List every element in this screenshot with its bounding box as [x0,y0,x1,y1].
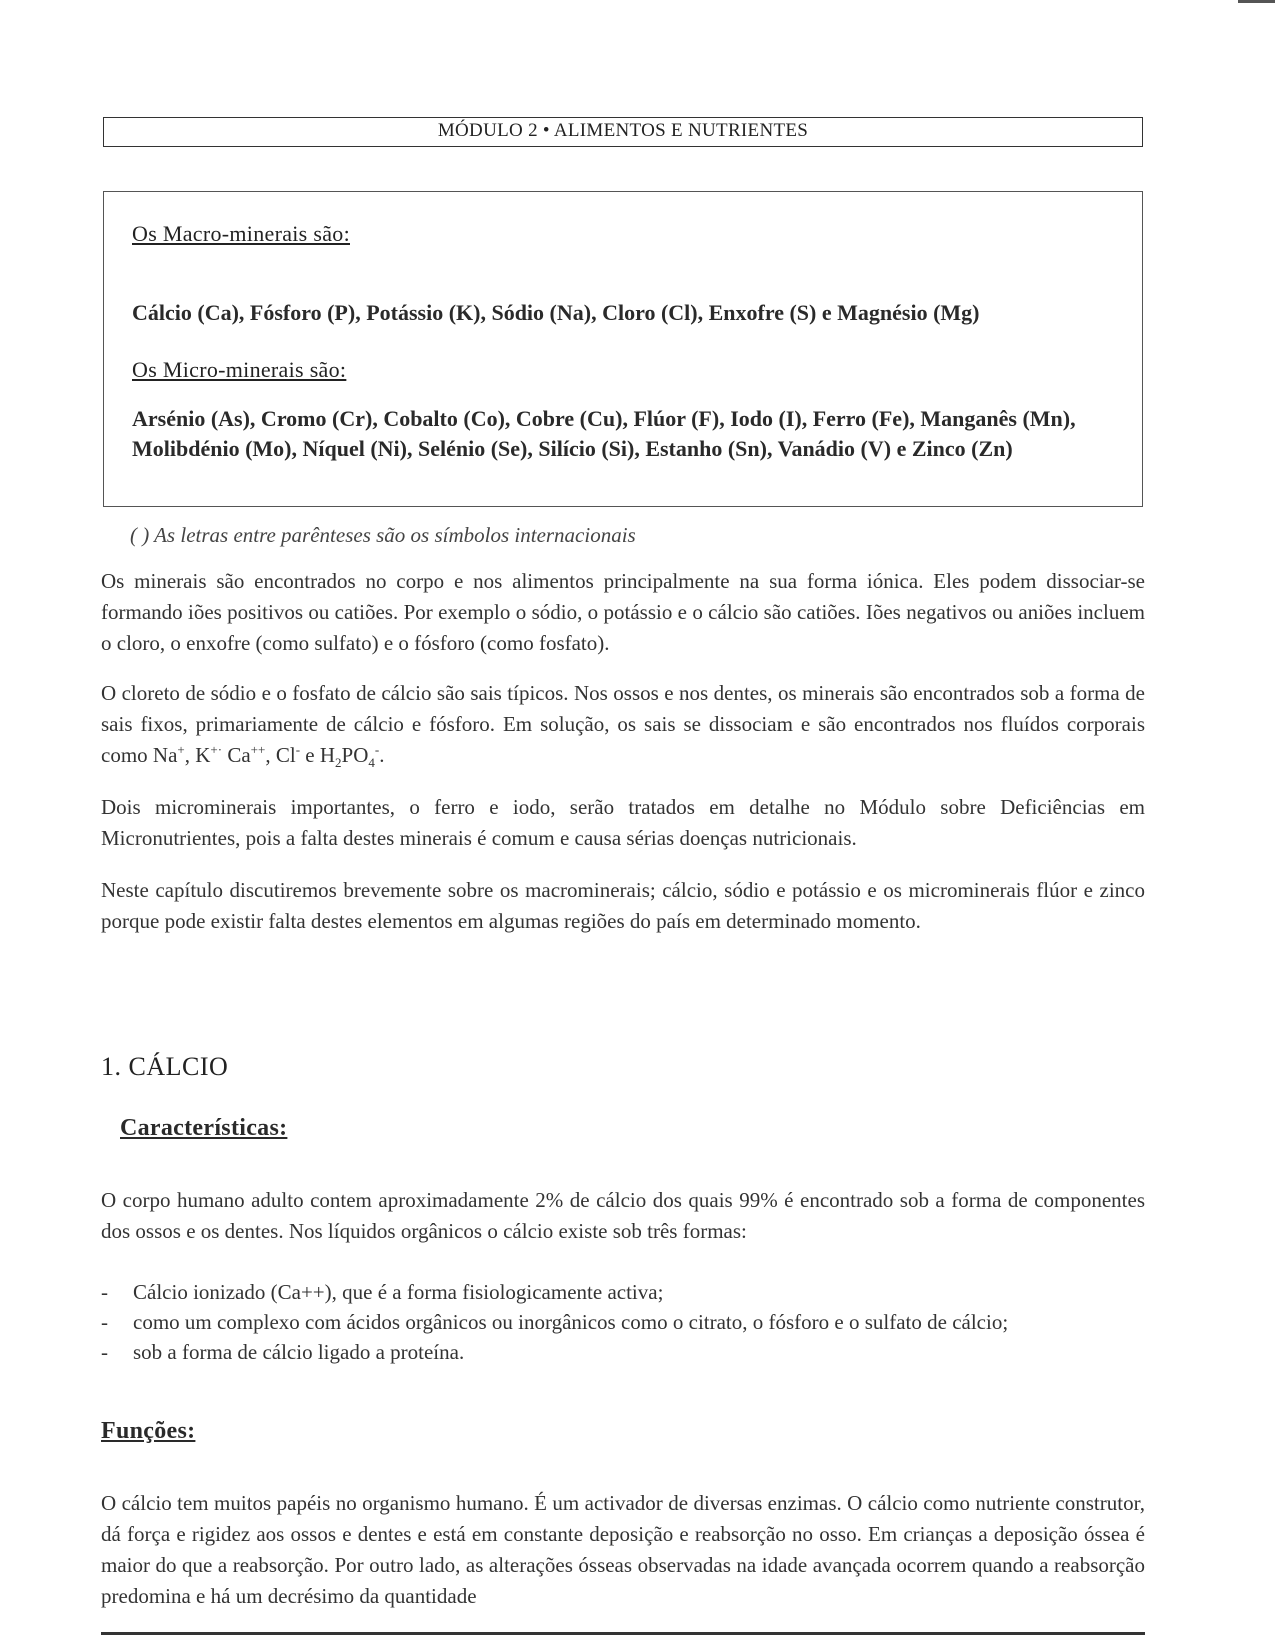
ion-po-subscript: 4 [368,755,375,771]
list-item: - sob a forma de cálcio ligado a proteína. [101,1337,1141,1367]
ion-po-charge: - [374,742,380,757]
module-header [103,117,1143,147]
module-title: MÓDULO 2 • ALIMENTOS E NUTRIENTES [437,120,809,141]
ion-po: PO [341,743,369,767]
calcium-forms-list [101,1277,1141,1367]
ion-cl: Cl [275,743,296,767]
ion-h-subscript: 2 [335,755,342,771]
micro-minerals-heading: Os Micro-minerais são: [132,357,347,382]
characteristics-heading: Características: [120,1115,288,1141]
symbols-note: ( ) As letras entre parênteses são os símbolos internacionais [130,523,636,547]
ion-na: Na [152,743,178,767]
ion-h: H [319,743,336,767]
minerals-box [103,191,1143,507]
paragraph-characteristics: O corpo humano adulto contem aproximadamente 2% de cálcio dos quais 99% é encontrado sob a forma de componentes dos ossos e os dentes. Nos líquidos orgânicos o cálcio existe sob três formas: [101,1188,1145,1243]
paragraph-microminerals: Dois microminerais importantes, o ferro e iodo, serão tratados em detalhe no Módulo sobre Deficiências em Micronutrientes, pois a falta destes minerais é comum e causa sérias doenças nutricionais. [101,795,1145,850]
paragraph-chapter-scope: Neste capítulo discutiremos brevemente sobre os macrominerais; cálcio, sódio e potássio e os microminerais flúor e zinco porque pode existir falta destes elementos em algumas regiões do país em determinado momento. [101,878,1145,933]
ion-na-charge: + [177,742,185,757]
separator: e [300,743,320,767]
section-title-calcium: 1. CÁLCIO [101,1052,229,1081]
paragraph-functions: O cálcio tem muitos papéis no organismo humano. É um activador de diversas enzimas. O cálcio como nutriente construtor, dá força e rigidez aos ossos e dentes e está em constante deposição e reabsorção no osso. Em crianças a deposição óssea é maior do que a reabsorção. Por outro lado, as alterações ósseas observadas na idade avançada ocorrem quando a reabsorção predomina e há um decrésimo da quantidade [101,1491,1145,1608]
ion-k-charge: +· [210,742,223,757]
paragraph-ionic-forms: Os minerais são encontrados no corpo e nos alimentos principalmente na sua forma iónica. Eles podem dissociar-se formando iões positivos ou catiões. Por exemplo o sódio, o potássio e o cálcio são catiões. Iões negativos ou aniões incluem o cloro, o enxofre (como sulfato) e o fósforo (como fosfato). [101,569,1145,655]
scan-mark [1238,0,1275,3]
paragraph-salts-text: O cloreto de sódio e o fosfato de cálcio são sais típicos. Nos ossos e nos dentes, os minerais são encontrados sob a forma de sais fixos, primariamente de cálcio e fósforo. Em solução, os sais se dissociam e são encontrados nos fluídos corporais como [101,681,1145,767]
micro-minerals-list: Arsénio (As), Cromo (Cr), Cobalto (Co), Cobre (Cu), Flúor (F), Iodo (I), Ferro (Fe), Manganês (Mn), Molibdénio (Mo), Níquel (Ni), Selénio (Se), Silício (Si), Estanho (Sn), Vanádio (V) e Zinco (Zn) [132,406,1076,461]
separator: , [184,743,196,767]
separator: , [265,743,276,767]
bottom-rule [101,1632,1145,1635]
ion-cl-charge: - [295,742,301,757]
period: . [379,743,385,767]
ion-ca-charge: ++ [250,742,266,757]
macro-minerals-heading: Os Macro-minerais são: [132,221,350,246]
ion-k: K [195,743,211,767]
functions-heading: Funções: [101,1418,196,1444]
macro-minerals-list: Cálcio (Ca), Fósforo (P), Potássio (K), Sódio (Na), Cloro (Cl), Enxofre (S) e Magnésio (Mg) [132,300,980,325]
list-item: - Cálcio ionizado (Ca++), que é a forma fisiologicamente activa; [101,1277,1141,1307]
ion-ca: Ca [227,743,251,767]
list-item: - como um complexo com ácidos orgânicos ou inorgânicos como o citrato, o fósforo e o sulfato de cálcio; [101,1307,1141,1337]
paragraph-salts [101,678,1145,771]
